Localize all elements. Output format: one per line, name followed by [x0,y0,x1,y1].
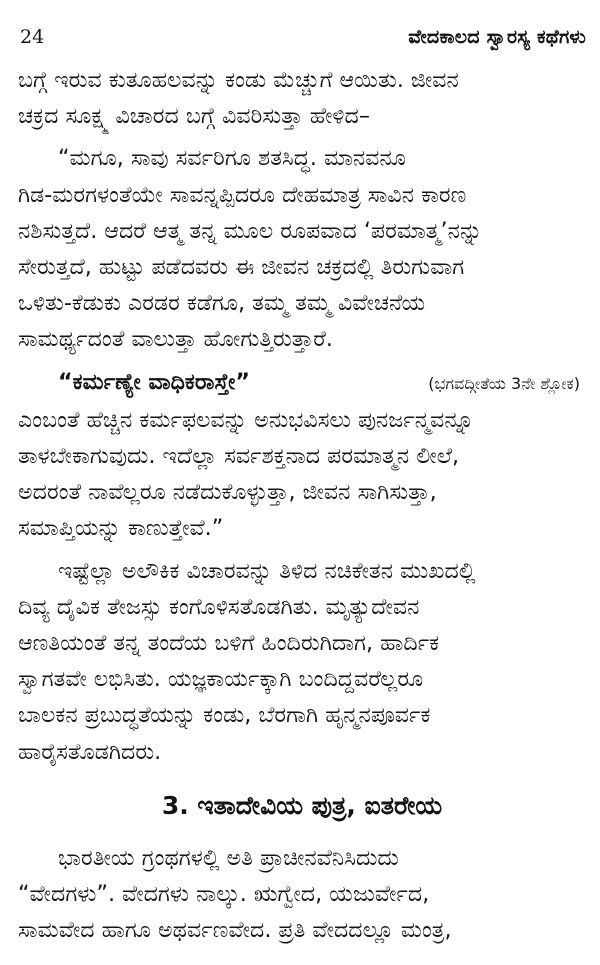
paragraph-2 [18,140,586,357]
text-line: ತಾಳಬೇಕಾಗುವುದು. ಇದೆಲ್ಲಾ ಸರ್ವಶಕ್ತನಾದ ಪರಮಾತ್ಮನ ಲೀಲೆ, [18,443,460,470]
section-heading: 3. ಇತಾದೇವಿಯ ಪುತ್ರ, ಐತರೇಯ [161,790,443,820]
page-header [18,26,586,54]
text-line: ನಶಿಸುತ್ತದೆ. ಆದರೆ ಆತ್ಮ ತನ್ನ ಮೂಲ ರೂಪವಾದ ‘ಪರಮಾತ್ಮ’ನನ್ನು [18,217,483,244]
text-line: ಬಗ್ಗೆ ಇರುವ ಕುತೂಹಲವನ್ನು ಕಂಡು ಮೆಚ್ಚುಗೆ ಆಯಿತು. ಜೀವನ [18,67,459,93]
text-line: ಚಕ್ರದ ಸೂಕ್ಷ್ಮ ವಿಚಾರದ ಬಗ್ಗೆ ವಿವರಿಸುತ್ತಾ ಹೇಳಿದ– [18,103,370,130]
text-line: ದಿವ್ಯ ದೈವಿಕ ತೇಜಸ್ಸು ಕಂಗೊಳಿಸತೊಡಗಿತು. ಮೃತ್ಯುದೇವನ [18,593,420,620]
paragraph-1 [18,62,586,134]
text-line: ಸಾಮರ್ಥ್ಯದಂತೆ ವಾಲುತ್ತಾ ಹೋಗುತ್ತಿರುತ್ತಾರೆ. [18,326,333,353]
text-line: ಸಮಾಪ್ತಿಯನ್ನು ಕಾಣುತ್ತೇವೆ.” [18,515,224,542]
text-line: ಅದರಂತೆ ನಾವೆಲ್ಲರೂ ನಡೆದುಕೊಳ್ಳುತ್ತಾ, ಜೀವನ ಸಾಗಿಸುತ್ತಾ, [18,479,437,506]
running-title: ವೇದಕಾಲದ ಸ್ವಾರಸ್ಯ ಕಥೆಗಳು [408,26,586,48]
verse-quote [18,364,586,402]
text-line: ಸ್ವಾಗತವೇ ಲಭಿಸಿತು. ಯಜ್ಞಕಾರ್ಯಕ್ಕಾಗಿ ಬಂದಿದ್ದವರೆಲ್ಲರೂ [18,666,424,693]
text-line: ಭಾರತೀಯ ಗ್ರಂಥಗಳಲ್ಲಿ ಅತಿ ಪ್ರಾಚೀನವೆನಿಸಿದುದು [58,844,399,871]
text-line: ಆಣತಿಯಂತೆ ತನ್ನ ತಂದೆಯ ಬಳಿಗೆ ಹಿಂದಿರುಗಿದಾಗ, ಹಾರ್ದಿಕ [18,630,440,657]
text-line: ಗಿಡ-ಮರಗಳಂತೆಯೇ ಸಾವನ್ನಪ್ಪಿದರೂ ದೇಹಮಾತ್ರ ಸಾವಿನ ಕಾರಣ [18,181,467,208]
text-line: “ವೇದಗಳು”. ವೇದಗಳು ನಾಲ್ಕು. ಋಗ್ವೇದ, ಯಜುರ್ವೇದ, [18,881,430,908]
text-line: ಸಾಮವೇದ ಹಾಗೂ ಅಥರ್ವಣವೇದ. ಪ್ರತಿ ವೇದದಲ್ಲೂ ಮಂತ್ರ, [18,917,452,944]
text-line: ಸೇರುತ್ತದೆ, ಹುಟ್ಟು ಪಡೆದವರು ಈ ಜೀವನ ಚಕ್ರದಲ್ಲಿ ತಿರುಗುವಾಗ [18,254,465,281]
paragraph-3 [18,402,586,547]
page-number: 24 [20,26,45,48]
text-line: ಬಾಲಕನ ಪ್ರಬುದ್ಧತೆಯನ್ನು ಕಂಡು, ಬೆರಗಾಗಿ ಹೃನ್ಮನಪೂರ್ವಕ [18,702,431,729]
paragraph-4 [18,553,586,770]
text-line: “ಮಗೂ, ಸಾವು ಸರ್ವರಿಗೂ ಶತಸಿದ್ಧ. ಮಾನವನೂ [58,145,406,172]
verse-source: (ಭಗವದ್ಗೀತೆಯ 3ನೇ ಶ್ಲೋಕ) [428,373,580,393]
text-line: ಇಷ್ಟೆಲ್ಲಾ ಅಲೌಕಿಕ ವಿಚಾರವನ್ನು ತಿಳಿದ ನಚಿಕೇತನ ಮುಖದಲ್ಲಿ [58,557,476,584]
text-line: ಹಾರೈಸತೊಡಗಿದರು. [18,738,162,765]
paragraph-5 [18,840,586,949]
text-line: ಒಳಿತು-ಕೆಡುಕು ಎರಡರ ಕಡೆಗೂ, ತಮ್ಮ ತಮ್ಮ ವಿವೇಚನೆಯ [18,290,426,317]
text-line: ಎಂಬಂತೆ ಹೆಚ್ಚಿನ ಕರ್ಮಫಲವನ್ನು ಅನುಭವಿಸಲು ಪುನರ್ಜನ್ಮವನ್ನೂ [18,406,474,433]
verse-text: “ಕರ್ಮಣ್ಯೇ ವಾಧಿಕರಾಸ್ತೇ” [58,368,250,395]
